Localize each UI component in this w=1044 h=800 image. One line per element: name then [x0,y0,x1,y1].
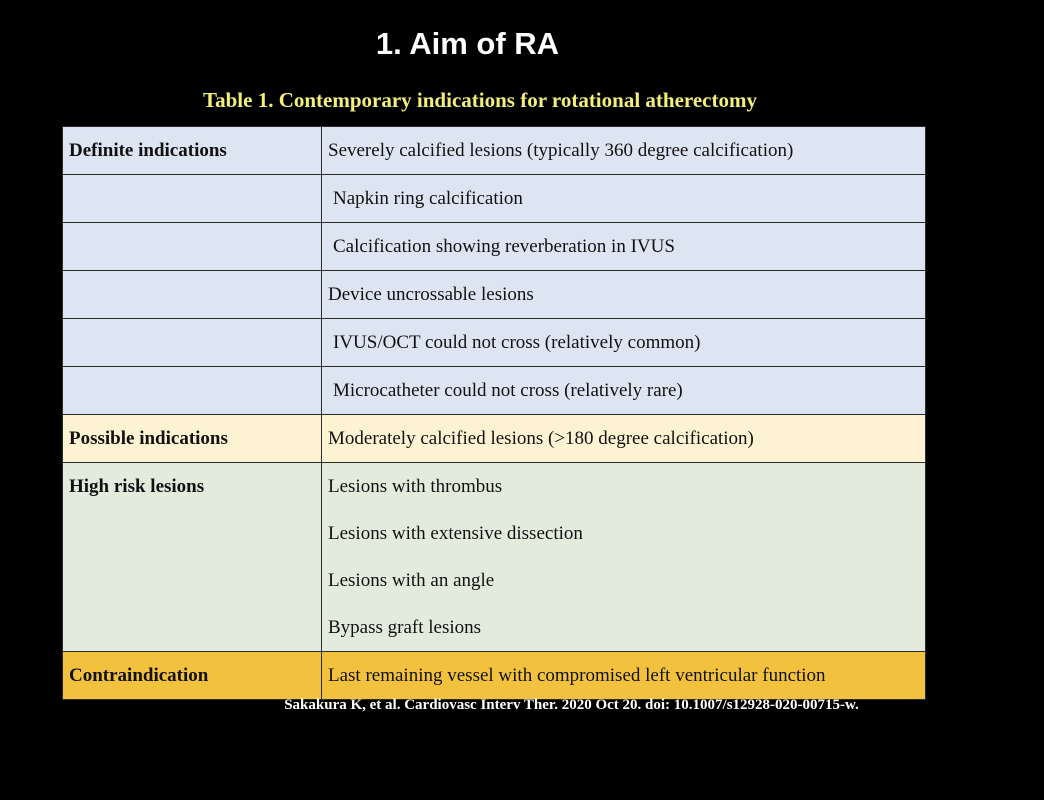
indication-cell: Last remaining vessel with compromised left ventricular function [322,652,926,700]
table-row-definite-4 [63,271,926,319]
high-risk-lesion-item: Lesions with an angle [328,570,495,591]
empty-category-cell [63,319,322,367]
category-high-risk-lesions: High risk lesions [63,463,322,652]
high-risk-lesion-item: Lesions with thrombus [328,476,503,497]
empty-category-cell [63,271,322,319]
citation: Sakakura K, et al. Cardiovasc Interv Ther. 2020 Oct 20. doi: 10.1007/s12928-020-00715-w. [284,697,859,713]
category-contraindication: Contraindication [63,652,322,700]
indication-cell: IVUS/OCT could not cross (relatively common) [322,319,926,367]
high-risk-lesion-list [322,463,926,652]
indications-table [62,126,926,700]
table-row-definite-6 [63,367,926,415]
table-row-definite-2 [63,175,926,223]
category-definite-indications: Definite indications [63,127,322,175]
high-risk-lesion-item: Bypass graft lesions [328,617,482,638]
indication-cell: Device uncrossable lesions [322,271,926,319]
empty-category-cell [63,367,322,415]
slide-title: 1. Aim of RA [375,26,560,61]
table-row-possible [63,415,926,463]
indication-cell: Calcification showing reverberation in IVUS [322,223,926,271]
empty-category-cell [63,175,322,223]
indication-cell: Moderately calcified lesions (>180 degree calcification) [322,415,926,463]
indication-cell: Microcatheter could not cross (relatively rare) [322,367,926,415]
empty-category-cell [63,223,322,271]
table-row-contraindication [63,652,926,700]
indication-cell: Severely calcified lesions (typically 360 degree calcification) [322,127,926,175]
table-row-definite-5 [63,319,926,367]
indication-cell: Napkin ring calcification [322,175,926,223]
table-row-definite-1 [63,127,926,175]
high-risk-lesion-item: Lesions with extensive dissection [328,523,583,544]
table-row-high-risk [63,463,926,652]
table-row-definite-3 [63,223,926,271]
category-possible-indications: Possible indications [63,415,322,463]
table-caption: Table 1. Contemporary indications for rotational atherectomy [203,88,757,112]
